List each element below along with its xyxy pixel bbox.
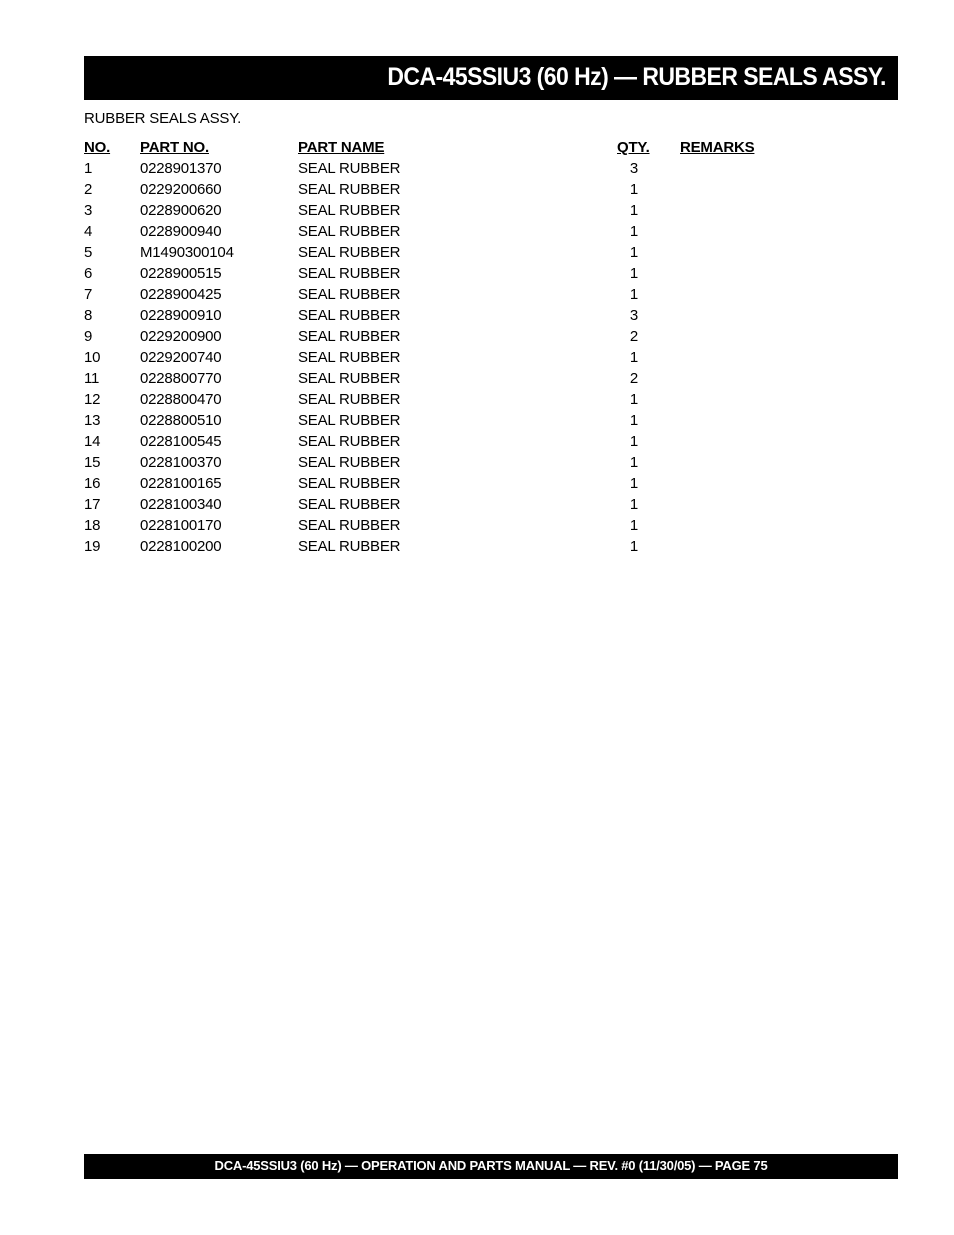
cell-part-no: 0228900940 (140, 223, 222, 240)
cell-qty: 1 (629, 244, 639, 261)
table-body (84, 158, 784, 557)
cell-part-no: 0229200660 (140, 181, 222, 198)
cell-no: 9 (84, 328, 93, 345)
page-footer-bar (84, 1154, 898, 1179)
cell-part-name: SEAL RUBBER (298, 160, 401, 177)
cell-qty: 1 (629, 517, 639, 534)
table-row (84, 284, 784, 305)
cell-part-name: SEAL RUBBER (298, 370, 401, 387)
cell-part-no: 0228100340 (140, 496, 222, 513)
cell-no: 7 (84, 286, 93, 303)
cell-part-no: 0228901370 (140, 160, 222, 177)
cell-part-name: SEAL RUBBER (298, 223, 401, 240)
cell-part-no: 0228900515 (140, 265, 222, 282)
cell-qty: 1 (629, 433, 639, 450)
cell-no: 1 (84, 160, 93, 177)
cell-part-name: SEAL RUBBER (298, 433, 401, 450)
cell-no: 3 (84, 202, 93, 219)
cell-part-no: 0228900620 (140, 202, 222, 219)
column-header-part-no: PART NO. (140, 139, 209, 156)
table-row (84, 410, 784, 431)
cell-qty: 1 (629, 475, 639, 492)
cell-no: 10 (84, 349, 101, 366)
cell-part-name: SEAL RUBBER (298, 265, 401, 282)
cell-no: 15 (84, 454, 101, 471)
cell-no: 8 (84, 307, 93, 324)
cell-no: 11 (84, 370, 100, 387)
cell-no: 19 (84, 538, 101, 555)
cell-part-name: SEAL RUBBER (298, 181, 401, 198)
cell-no: 12 (84, 391, 101, 408)
cell-part-no: 0228800770 (140, 370, 222, 387)
cell-part-name: SEAL RUBBER (298, 391, 401, 408)
table-row (84, 263, 784, 284)
cell-no: 2 (84, 181, 93, 198)
cell-part-no: 0228800510 (140, 412, 222, 429)
section-title: RUBBER SEALS ASSY. (84, 110, 242, 127)
cell-part-no: M1490300104 (140, 244, 234, 261)
page-title: DCA-45SSIU3 (60 Hz) — RUBBER SEALS ASSY. (387, 63, 886, 91)
cell-no: 14 (84, 433, 101, 450)
column-header-no: NO. (84, 139, 111, 156)
cell-part-name: SEAL RUBBER (298, 307, 401, 324)
cell-qty: 2 (629, 370, 639, 387)
cell-no: 18 (84, 517, 101, 534)
cell-part-no: 0228900425 (140, 286, 222, 303)
cell-qty: 1 (629, 538, 639, 555)
cell-qty: 1 (629, 265, 639, 282)
cell-qty: 3 (629, 307, 639, 324)
table-row (84, 242, 784, 263)
cell-part-name: SEAL RUBBER (298, 244, 401, 261)
cell-part-no: 0229200740 (140, 349, 222, 366)
cell-qty: 3 (629, 160, 639, 177)
cell-part-no: 0229200900 (140, 328, 222, 345)
cell-no: 5 (84, 244, 93, 261)
cell-part-name: SEAL RUBBER (298, 538, 401, 555)
column-header-qty: QTY. (617, 139, 650, 156)
cell-part-name: SEAL RUBBER (298, 328, 401, 345)
table-row (84, 536, 784, 557)
cell-part-no: 0228100545 (140, 433, 222, 450)
page-footer-text: DCA-45SSIU3 (60 Hz) — OPERATION AND PARTS MANUAL — REV. #0 (11/30/05) — PAGE 75 (214, 1158, 768, 1173)
cell-part-name: SEAL RUBBER (298, 286, 401, 303)
page-header-bar (84, 56, 898, 100)
cell-no: 4 (84, 223, 93, 240)
cell-part-no: 0228900910 (140, 307, 222, 324)
cell-part-no: 0228100165 (140, 475, 222, 492)
cell-part-name: SEAL RUBBER (298, 496, 401, 513)
column-header-remarks: REMARKS (680, 139, 755, 156)
column-header-part-name: PART NAME (298, 139, 385, 156)
cell-part-no: 0228100200 (140, 538, 222, 555)
table-row (84, 389, 784, 410)
cell-part-name: SEAL RUBBER (298, 202, 401, 219)
table-row (84, 368, 784, 389)
table-row (84, 179, 784, 200)
cell-part-no: 0228100170 (140, 517, 222, 534)
cell-part-name: SEAL RUBBER (298, 454, 401, 471)
cell-qty: 1 (629, 223, 639, 240)
table-row (84, 452, 784, 473)
parts-table (84, 137, 784, 557)
cell-part-name: SEAL RUBBER (298, 412, 401, 429)
cell-qty: 1 (629, 286, 639, 303)
table-row (84, 305, 784, 326)
table-row (84, 221, 784, 242)
cell-no: 17 (84, 496, 101, 513)
cell-qty: 1 (629, 496, 639, 513)
cell-part-name: SEAL RUBBER (298, 517, 401, 534)
table-row (84, 158, 784, 179)
table-row (84, 200, 784, 221)
cell-qty: 1 (629, 202, 639, 219)
cell-qty: 1 (629, 349, 639, 366)
cell-qty: 1 (629, 412, 639, 429)
cell-qty: 1 (629, 181, 639, 198)
cell-qty: 1 (629, 454, 639, 471)
table-row (84, 494, 784, 515)
cell-no: 6 (84, 265, 93, 282)
cell-qty: 2 (629, 328, 639, 345)
table-row (84, 431, 784, 452)
cell-part-no: 0228100370 (140, 454, 222, 471)
table-row (84, 515, 784, 536)
cell-part-name: SEAL RUBBER (298, 349, 401, 366)
table-row (84, 326, 784, 347)
cell-no: 13 (84, 412, 101, 429)
table-header-row (84, 137, 784, 158)
cell-part-name: SEAL RUBBER (298, 475, 401, 492)
cell-part-no: 0228800470 (140, 391, 222, 408)
table-row (84, 347, 784, 368)
cell-qty: 1 (629, 391, 639, 408)
table-row (84, 473, 784, 494)
cell-no: 16 (84, 475, 101, 492)
